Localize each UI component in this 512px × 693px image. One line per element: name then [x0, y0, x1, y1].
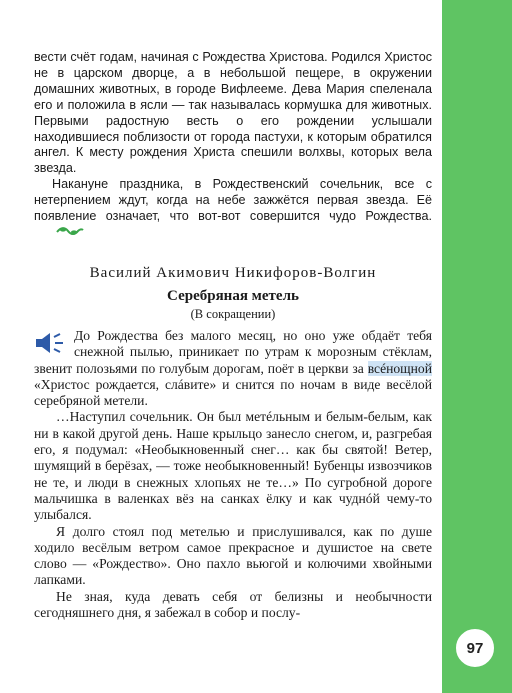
story-text	[34, 328, 432, 621]
side-color-band	[442, 0, 512, 693]
story-p1-part-a: До Рождества без малого месяц, но оно уже обдаёт тебя снежной пылью, приникает по утрам к морозным стёклам, звенит полозьями по голубым дорогам, поёт в церкви за	[34, 328, 432, 376]
intro-paragraph-2-text: Накануне праздника, в Рождественский сочельник, все с нетерпением ждут, когда на небе зажжётся первая звезда. Её появление означает, что вот-вот совершится чудо Рождества.	[34, 177, 432, 224]
leaf-ornament-icon	[38, 225, 84, 241]
story-paragraph-4: Не зная, куда девать себя от белизны и необычности сегодняшнего дня, я забежал в собор и послу-	[34, 588, 432, 621]
story-title: Серебряная метель	[167, 288, 299, 304]
intro-text	[34, 50, 432, 241]
story-paragraph-3: Я долго стоял под метелью и прислушивался, как по душе ходило весёлым ветром самое прекрасное и душистое на свете слово — «Рождество». Оно пахло вьюгой и колючими хвойными лапками.	[34, 523, 432, 588]
speaker-icon[interactable]	[34, 330, 68, 356]
intro-paragraph-1: вести счёт годам, начиная с Рождества Христова. Родился Христос не в царском дворце, а в небольшой пещере, в окружении домашних животных, в городе Вифлееме. Дева Мария спеленала его и положила в ясли — так называлась кормушка для животных. Первыми радостную весть о его рождении услышали находившиеся поблизости от города пастухи, к которым обратился ангел. К месту рождения Христа спешили волхвы, которых вела звезда.	[34, 50, 432, 176]
highlighted-word[interactable]: всéнощной	[367, 360, 432, 376]
page-number: 97	[453, 626, 497, 670]
story-paragraph-1	[34, 328, 432, 409]
story-paragraph-2: …Наступил сочельник. Он был метéльным и белым-белым, как ни в какой другой день. Наше крыльцо занесло снегом, и, разгребая его, я подумал: «Необыкновенный снег… как бы святой! Ветер, шумящий в берёзах, — тоже необыкновенный! Бубенцы извозчиков не те, и люди в снежных хлопьях не те…» По сугробной дороге мальчишка в валенках вёз на санках ёлку и как чуднóй чему-то улыбался.	[34, 409, 432, 523]
story-subtitle: (В сокращении)	[190, 307, 276, 321]
intro-paragraph-2	[34, 177, 432, 241]
story-author: Василий Акимович Никифоров-Волгин	[89, 265, 377, 281]
story-p1-part-b: «Христос рождается, слáвите» и снится по ночам в виде весёлой серебряной метели.	[34, 376, 432, 409]
